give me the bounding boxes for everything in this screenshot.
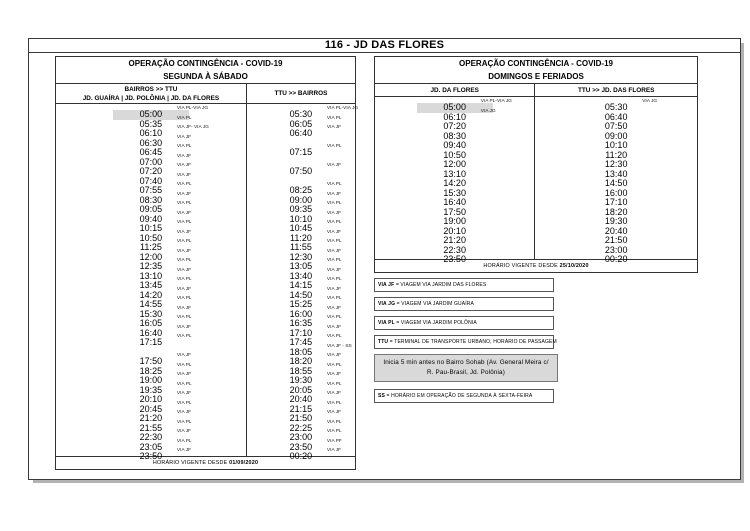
sunday-timetable-panel bbox=[374, 56, 698, 273]
via-note: VIA PL bbox=[326, 115, 342, 121]
departure-cell bbox=[375, 240, 534, 255]
via-note: VIA PL bbox=[176, 315, 192, 321]
via-note: VIA JG bbox=[480, 108, 496, 114]
timetable-row bbox=[375, 230, 697, 245]
time-value: 12:30 bbox=[289, 251, 313, 262]
time-value: 10:50 bbox=[139, 232, 163, 243]
time-value: 20:40 bbox=[604, 225, 628, 236]
time-value: 21:55 bbox=[139, 422, 163, 433]
time-value: 11:20 bbox=[605, 149, 628, 160]
via-note: VIA PL bbox=[326, 296, 342, 302]
time-value: 09:35 bbox=[289, 204, 313, 214]
arrival-cell bbox=[534, 126, 697, 141]
departure-cell bbox=[56, 123, 246, 138]
time-value: 20:05 bbox=[289, 384, 313, 395]
timetable-row bbox=[375, 240, 697, 255]
time-value: 23:50 bbox=[443, 254, 466, 264]
via-note: VIA PL bbox=[176, 381, 192, 387]
time-value: 11:20 bbox=[289, 232, 312, 243]
via-note: VIA PL bbox=[176, 239, 192, 245]
arrival-cell bbox=[534, 145, 697, 160]
time-value: 21:20 bbox=[139, 413, 163, 423]
time-value: 00:20 bbox=[604, 254, 628, 264]
time-value: 09:40 bbox=[443, 140, 466, 150]
weekday-panel-title: OPERAÇÃO CONTINGÊNCIA - COVID-19 bbox=[128, 59, 283, 68]
time-value: 18:25 bbox=[139, 365, 163, 376]
time-value: 07:00 bbox=[139, 156, 163, 167]
time-value: 23:05 bbox=[139, 441, 163, 452]
legend-note bbox=[374, 335, 557, 349]
departure-cell bbox=[56, 332, 246, 347]
via-note: VIA JF bbox=[176, 134, 192, 140]
time-value: 06:10 bbox=[443, 111, 466, 122]
time-value: 17:15 bbox=[139, 337, 163, 347]
time-value: 15:30 bbox=[139, 308, 163, 319]
time-value: 14:50 bbox=[604, 178, 628, 188]
timetable-row bbox=[375, 173, 697, 188]
departure-cell bbox=[56, 446, 246, 461]
time-value: 12:00 bbox=[443, 159, 466, 169]
time-value: 18:05 bbox=[289, 346, 313, 357]
time-value: 20:40 bbox=[289, 394, 313, 404]
info-text: Inicia 5 min antes no Bairro Sohab (Av. General Meira c/ R. Pau-Brasil, Jd. Polônia) bbox=[383, 359, 549, 376]
via-note: VIA JG bbox=[642, 99, 658, 105]
via-note: VIA JF bbox=[176, 353, 192, 359]
time-value: 06:05 bbox=[289, 118, 313, 129]
via-note: VIA JF bbox=[176, 191, 192, 197]
time-value: 21:50 bbox=[289, 413, 313, 423]
time-value: 07:20 bbox=[139, 166, 163, 176]
arrival-cell bbox=[246, 342, 355, 357]
legend-text: = VIAGEM VIA JARDIM POLÔNIA bbox=[396, 320, 477, 326]
via-note: VIA PL bbox=[176, 144, 192, 150]
via-note: VIA PL bbox=[326, 419, 342, 425]
legend-section bbox=[374, 278, 584, 408]
arrival-cell bbox=[534, 221, 697, 236]
via-note: VIA PL bbox=[326, 277, 342, 283]
outbound-column-header bbox=[56, 84, 246, 103]
time-value: 17:50 bbox=[139, 356, 163, 366]
arrival-cell bbox=[534, 116, 697, 131]
departure-cell bbox=[375, 183, 534, 198]
time-value: 16:40 bbox=[443, 197, 466, 207]
via-note: VIA JF bbox=[326, 353, 342, 359]
arrival-cell bbox=[534, 240, 697, 255]
time-value: 13:40 bbox=[604, 168, 628, 179]
time-value: 14:20 bbox=[139, 289, 163, 300]
arrival-cell bbox=[534, 97, 697, 112]
departure-cell bbox=[56, 104, 246, 119]
time-value: 07:50 bbox=[289, 166, 313, 176]
via-note: VIA JF bbox=[176, 163, 192, 169]
time-value: 13:10 bbox=[139, 270, 163, 281]
via-note: VIA PL bbox=[326, 429, 342, 435]
via-note: VIA JF bbox=[326, 210, 342, 216]
via-note: VIA PL bbox=[326, 315, 342, 321]
timetable-row bbox=[375, 183, 697, 198]
time-value: 08:30 bbox=[139, 194, 163, 205]
via-note: VIA JF bbox=[326, 267, 342, 273]
page-title: 116 - JD DAS FLORES bbox=[29, 39, 740, 53]
timetable-row bbox=[375, 107, 697, 122]
sunday-panel-title: OPERAÇÃO CONTINGÊNCIA - COVID-19 bbox=[459, 59, 613, 68]
arrival-cell bbox=[534, 202, 697, 217]
time-value: 20:45 bbox=[139, 403, 163, 414]
timetable-row bbox=[56, 152, 355, 167]
time-value: 14:55 bbox=[139, 299, 163, 309]
time-value: 06:30 bbox=[139, 137, 163, 148]
inbound-header-line: TTU >> JD. DAS FLORES bbox=[578, 86, 655, 94]
legend-text: = HORÁRIO EM OPERAÇÃO DE SEGUNDA À SEXTA-FEIRA bbox=[386, 393, 533, 399]
legend-text: = VIAGEM VIA JARDIM GUAÍRA bbox=[396, 301, 475, 307]
time-value: 13:45 bbox=[139, 280, 163, 290]
via-note: VIA JF bbox=[176, 324, 192, 330]
time-value: 23:50 bbox=[139, 451, 163, 461]
info-box bbox=[374, 354, 558, 382]
arrival-cell bbox=[246, 171, 355, 181]
document-page bbox=[28, 38, 741, 480]
departure-cell bbox=[56, 152, 246, 167]
timetable-row bbox=[375, 192, 697, 207]
departure-cell bbox=[375, 211, 534, 226]
time-value: 19:00 bbox=[139, 375, 163, 385]
time-value: 21:20 bbox=[443, 235, 466, 245]
via-note: VIA PL-VIA JG bbox=[480, 99, 512, 105]
outbound-header-line: JD. DA FLORES bbox=[430, 86, 479, 94]
departure-cell bbox=[56, 342, 246, 352]
arrival-cell bbox=[246, 123, 355, 138]
arrival-cell bbox=[534, 230, 697, 245]
sunday-column-headers bbox=[375, 84, 697, 97]
time-value: 05:30 bbox=[289, 109, 313, 119]
via-note: VIA JF bbox=[326, 229, 342, 235]
departure-cell bbox=[56, 161, 246, 176]
time-value: 17:10 bbox=[289, 327, 313, 338]
departure-cell bbox=[375, 192, 534, 207]
time-value: 09:00 bbox=[289, 194, 313, 205]
legend-note bbox=[374, 316, 554, 330]
time-value: 21:50 bbox=[604, 235, 628, 245]
departure-cell bbox=[375, 249, 534, 264]
arrival-cell bbox=[534, 107, 697, 122]
via-note: VIA JF bbox=[176, 372, 192, 378]
time-value: 13:05 bbox=[289, 261, 313, 271]
departure-cell bbox=[375, 126, 534, 141]
legend-note bbox=[374, 278, 554, 292]
via-note: VIA JF bbox=[176, 305, 192, 311]
time-value: 16:40 bbox=[139, 327, 163, 338]
time-value: 06:45 bbox=[139, 147, 163, 157]
footer-date: 25/10/2020 bbox=[559, 262, 589, 269]
via-note: VIA PL bbox=[326, 220, 342, 226]
time-value: 11:55 bbox=[289, 242, 312, 252]
via-note: VIA JF bbox=[176, 391, 192, 397]
arrival-cell bbox=[534, 135, 697, 150]
time-value: 23:00 bbox=[289, 432, 313, 442]
time-value: 14:20 bbox=[443, 178, 466, 188]
inbound-column-header bbox=[534, 84, 697, 96]
via-note: VIA JF bbox=[176, 229, 192, 235]
via-note: VIA PL bbox=[176, 182, 192, 188]
sunday-rows bbox=[375, 97, 697, 264]
time-value: 12:35 bbox=[139, 261, 163, 271]
footer-text: HORÁRIO VIGENTE DESDE bbox=[483, 262, 560, 269]
time-value: 10:15 bbox=[139, 223, 163, 233]
legend-text: = VIAGEM VIA JARDIM DAS FLORES bbox=[395, 282, 487, 288]
inbound-column-header bbox=[246, 84, 355, 103]
time-value: 10:45 bbox=[289, 223, 313, 233]
via-note: VIA PL bbox=[326, 258, 342, 264]
time-value: 22:25 bbox=[289, 422, 313, 433]
timetable-row bbox=[375, 164, 697, 179]
via-note: VIA JF bbox=[176, 410, 192, 416]
time-value: 05:00 bbox=[417, 103, 493, 113]
via-note: VIA PL bbox=[176, 296, 192, 302]
time-value: 07:40 bbox=[139, 175, 163, 186]
time-value: 19:30 bbox=[289, 375, 313, 385]
via-note: VIA JF- VIA JG bbox=[176, 125, 209, 131]
legend-abbr: VIA JF bbox=[378, 282, 396, 288]
arrival-cell bbox=[246, 104, 359, 119]
time-value: 16:00 bbox=[604, 187, 628, 198]
arrival-cell bbox=[534, 192, 697, 207]
time-value: 06:40 bbox=[604, 111, 628, 122]
sunday-footer bbox=[375, 259, 697, 272]
time-value: 15:25 bbox=[289, 299, 313, 309]
via-note: VIA PL-VIA JG bbox=[326, 106, 359, 112]
arrival-cell bbox=[246, 133, 355, 143]
timetable-row bbox=[375, 202, 697, 217]
via-note: VIA JF bbox=[326, 448, 342, 454]
time-value: 11:25 bbox=[139, 242, 162, 252]
via-note: VIA JF bbox=[326, 391, 342, 397]
time-value: 09:00 bbox=[604, 130, 628, 141]
via-note: VIA PL bbox=[326, 381, 342, 387]
departure-cell bbox=[375, 116, 534, 131]
time-value: 22:30 bbox=[139, 432, 163, 442]
outbound-header-line2: JD. GUAÍRA | JD. POLÔNIA | JD. DA FLORES bbox=[82, 94, 220, 102]
via-note: VIA PL-VIA JG bbox=[176, 106, 209, 112]
time-value: 06:40 bbox=[289, 128, 313, 138]
time-value: 10:10 bbox=[604, 140, 628, 150]
via-note: VIA JF - SS bbox=[326, 343, 352, 349]
time-value: 16:35 bbox=[289, 318, 313, 328]
arrival-cell bbox=[534, 211, 697, 226]
weekday-column-headers bbox=[56, 84, 355, 104]
via-note: VIA JF bbox=[326, 410, 342, 416]
time-value: 16:00 bbox=[289, 308, 313, 319]
footer-text: HORÁRIO VIGENTE DESDE bbox=[152, 459, 230, 466]
time-value: 19:00 bbox=[443, 216, 466, 226]
via-note: VIA PL bbox=[176, 201, 192, 207]
departure-cell bbox=[375, 230, 534, 245]
time-value: 00:20 bbox=[289, 451, 313, 461]
timetable-row bbox=[56, 104, 359, 119]
via-note: VIA PL bbox=[176, 115, 192, 121]
via-note: VIA PL bbox=[176, 258, 192, 264]
via-note: VIA JF bbox=[176, 172, 192, 178]
legend-abbr: VIA JG bbox=[378, 301, 397, 307]
via-note: VIA JF bbox=[176, 267, 192, 273]
via-note: VIA PL bbox=[176, 334, 192, 340]
time-value: 21:15 bbox=[289, 403, 313, 414]
time-value: 14:15 bbox=[289, 280, 313, 290]
via-note: VIA PL bbox=[326, 362, 342, 368]
timetable-row bbox=[375, 249, 697, 264]
via-note: VIA JF bbox=[176, 429, 192, 435]
via-note: VIA PL bbox=[176, 438, 192, 444]
time-value: 17:10 bbox=[604, 197, 628, 207]
time-value: 18:20 bbox=[289, 356, 313, 366]
timetable-row bbox=[375, 211, 697, 226]
departure-cell bbox=[375, 135, 534, 150]
time-value: 10:10 bbox=[289, 213, 313, 224]
time-value: 20:10 bbox=[443, 225, 466, 236]
footer-date: 01/09/2020 bbox=[229, 459, 259, 466]
arrival-cell bbox=[534, 249, 697, 264]
via-note: VIA PF bbox=[326, 438, 342, 444]
arrival-cell bbox=[534, 154, 697, 169]
departure-cell bbox=[375, 107, 534, 122]
timetable-row bbox=[375, 145, 697, 160]
timetable-row bbox=[56, 123, 355, 138]
time-value: 05:30 bbox=[604, 102, 628, 112]
time-value: 05:35 bbox=[139, 118, 163, 129]
time-value: 08:25 bbox=[289, 185, 313, 195]
weekday-panel-subtitle: SEGUNDA À SÁBADO bbox=[56, 70, 355, 84]
weekday-rows bbox=[56, 104, 359, 461]
via-note: VIA JF bbox=[326, 286, 342, 292]
arrival-cell bbox=[534, 173, 697, 188]
via-note: VIA JF bbox=[326, 191, 342, 197]
timetable-row bbox=[56, 161, 355, 176]
legend-abbr: TTU bbox=[378, 339, 390, 345]
via-note: VIA JF bbox=[326, 248, 342, 254]
via-note: VIA PL bbox=[176, 419, 192, 425]
via-note: VIA PL bbox=[176, 277, 192, 283]
time-value: 08:30 bbox=[443, 130, 466, 141]
time-value: 17:45 bbox=[289, 337, 313, 347]
time-value: 22:30 bbox=[443, 244, 466, 255]
legend-abbr: SS bbox=[378, 393, 387, 399]
sunday-panel-subtitle: DOMINGOS E FERIADOS bbox=[375, 70, 697, 84]
arrival-cell bbox=[246, 446, 355, 461]
time-value: 15:30 bbox=[443, 187, 466, 198]
departure-cell bbox=[375, 154, 534, 169]
via-note: VIA JF bbox=[176, 210, 192, 216]
via-note: VIA PL bbox=[326, 201, 342, 207]
time-value: 23:00 bbox=[604, 244, 628, 255]
time-value: 17:50 bbox=[443, 206, 466, 217]
time-value: 07:20 bbox=[443, 121, 466, 131]
departure-cell bbox=[375, 164, 534, 179]
departure-cell bbox=[375, 202, 534, 217]
time-value: 19:35 bbox=[139, 384, 163, 395]
time-value: 16:05 bbox=[139, 318, 163, 328]
via-note: VIA JF bbox=[176, 448, 192, 454]
time-value: 14:50 bbox=[289, 289, 313, 300]
time-value: 07:50 bbox=[604, 121, 628, 131]
time-value: 09:40 bbox=[139, 213, 163, 224]
time-value: 20:10 bbox=[139, 394, 163, 404]
outbound-column-header bbox=[375, 84, 534, 96]
inbound-header-line: TTU >> BAIRROS bbox=[274, 90, 328, 97]
via-note: VIA PL bbox=[176, 400, 192, 406]
via-note: VIA PL bbox=[176, 362, 192, 368]
time-value: 18:55 bbox=[289, 365, 313, 376]
via-note: VIA JF bbox=[326, 163, 342, 169]
via-note: VIA JF bbox=[326, 324, 342, 330]
departure-cell bbox=[375, 221, 534, 236]
via-note: VIA JF bbox=[176, 286, 192, 292]
timetable-row bbox=[56, 342, 355, 357]
timetable-row bbox=[375, 135, 697, 150]
via-note: VIA PL bbox=[326, 400, 342, 406]
arrival-cell bbox=[534, 164, 697, 179]
time-value: 06:10 bbox=[139, 128, 163, 138]
departure-cell bbox=[375, 173, 534, 188]
time-value: 07:15 bbox=[289, 147, 313, 157]
timetable-row bbox=[56, 446, 355, 461]
via-note: VIA JF bbox=[326, 305, 342, 311]
time-value: 07:55 bbox=[139, 185, 163, 195]
via-note: VIA PL bbox=[176, 220, 192, 226]
departure-cell bbox=[375, 145, 534, 160]
time-value: 19:30 bbox=[604, 216, 628, 226]
legend-note bbox=[374, 389, 554, 403]
departure-cell bbox=[375, 97, 534, 112]
arrival-cell bbox=[246, 142, 355, 157]
via-note: VIA JF bbox=[326, 372, 342, 378]
via-note: VIA JF bbox=[176, 248, 192, 254]
arrival-cell bbox=[534, 183, 697, 198]
time-value: 12:00 bbox=[139, 251, 163, 262]
via-note: VIA PL bbox=[326, 334, 342, 340]
time-value: 09:05 bbox=[139, 204, 163, 214]
legend-abbr: VIA PL bbox=[378, 320, 397, 326]
arrival-cell bbox=[246, 161, 355, 176]
time-value: 12:30 bbox=[604, 159, 628, 169]
via-note: VIA PL bbox=[326, 182, 342, 188]
legend-text: = TERMINAL DE TRANSPORTE URBANO, HORÁRIO DE PASSAGEM bbox=[389, 339, 557, 345]
time-value: 10:50 bbox=[443, 149, 466, 160]
arrival-cell bbox=[246, 152, 355, 162]
via-note: VIA PL bbox=[326, 144, 342, 150]
outbound-header-line1: BAIRROS >> TTU bbox=[124, 85, 178, 93]
time-value: 05:00 bbox=[113, 110, 189, 120]
time-value: 13:40 bbox=[289, 270, 313, 281]
timetable-row bbox=[375, 154, 697, 169]
timetable-row bbox=[375, 97, 697, 112]
weekday-timetable-panel bbox=[55, 56, 359, 470]
timetable-row bbox=[375, 116, 697, 131]
via-note: VIA PL bbox=[326, 239, 342, 245]
timetable-row bbox=[375, 221, 697, 236]
timetable-row bbox=[375, 126, 697, 141]
via-note: VIA JF bbox=[326, 125, 342, 131]
time-value: 18:20 bbox=[604, 206, 628, 217]
via-note: VIA JF bbox=[176, 153, 192, 159]
legend-note bbox=[374, 297, 554, 311]
time-value: 23:50 bbox=[289, 441, 313, 452]
time-value: 13:10 bbox=[443, 168, 466, 179]
arrival-cell bbox=[246, 418, 355, 433]
